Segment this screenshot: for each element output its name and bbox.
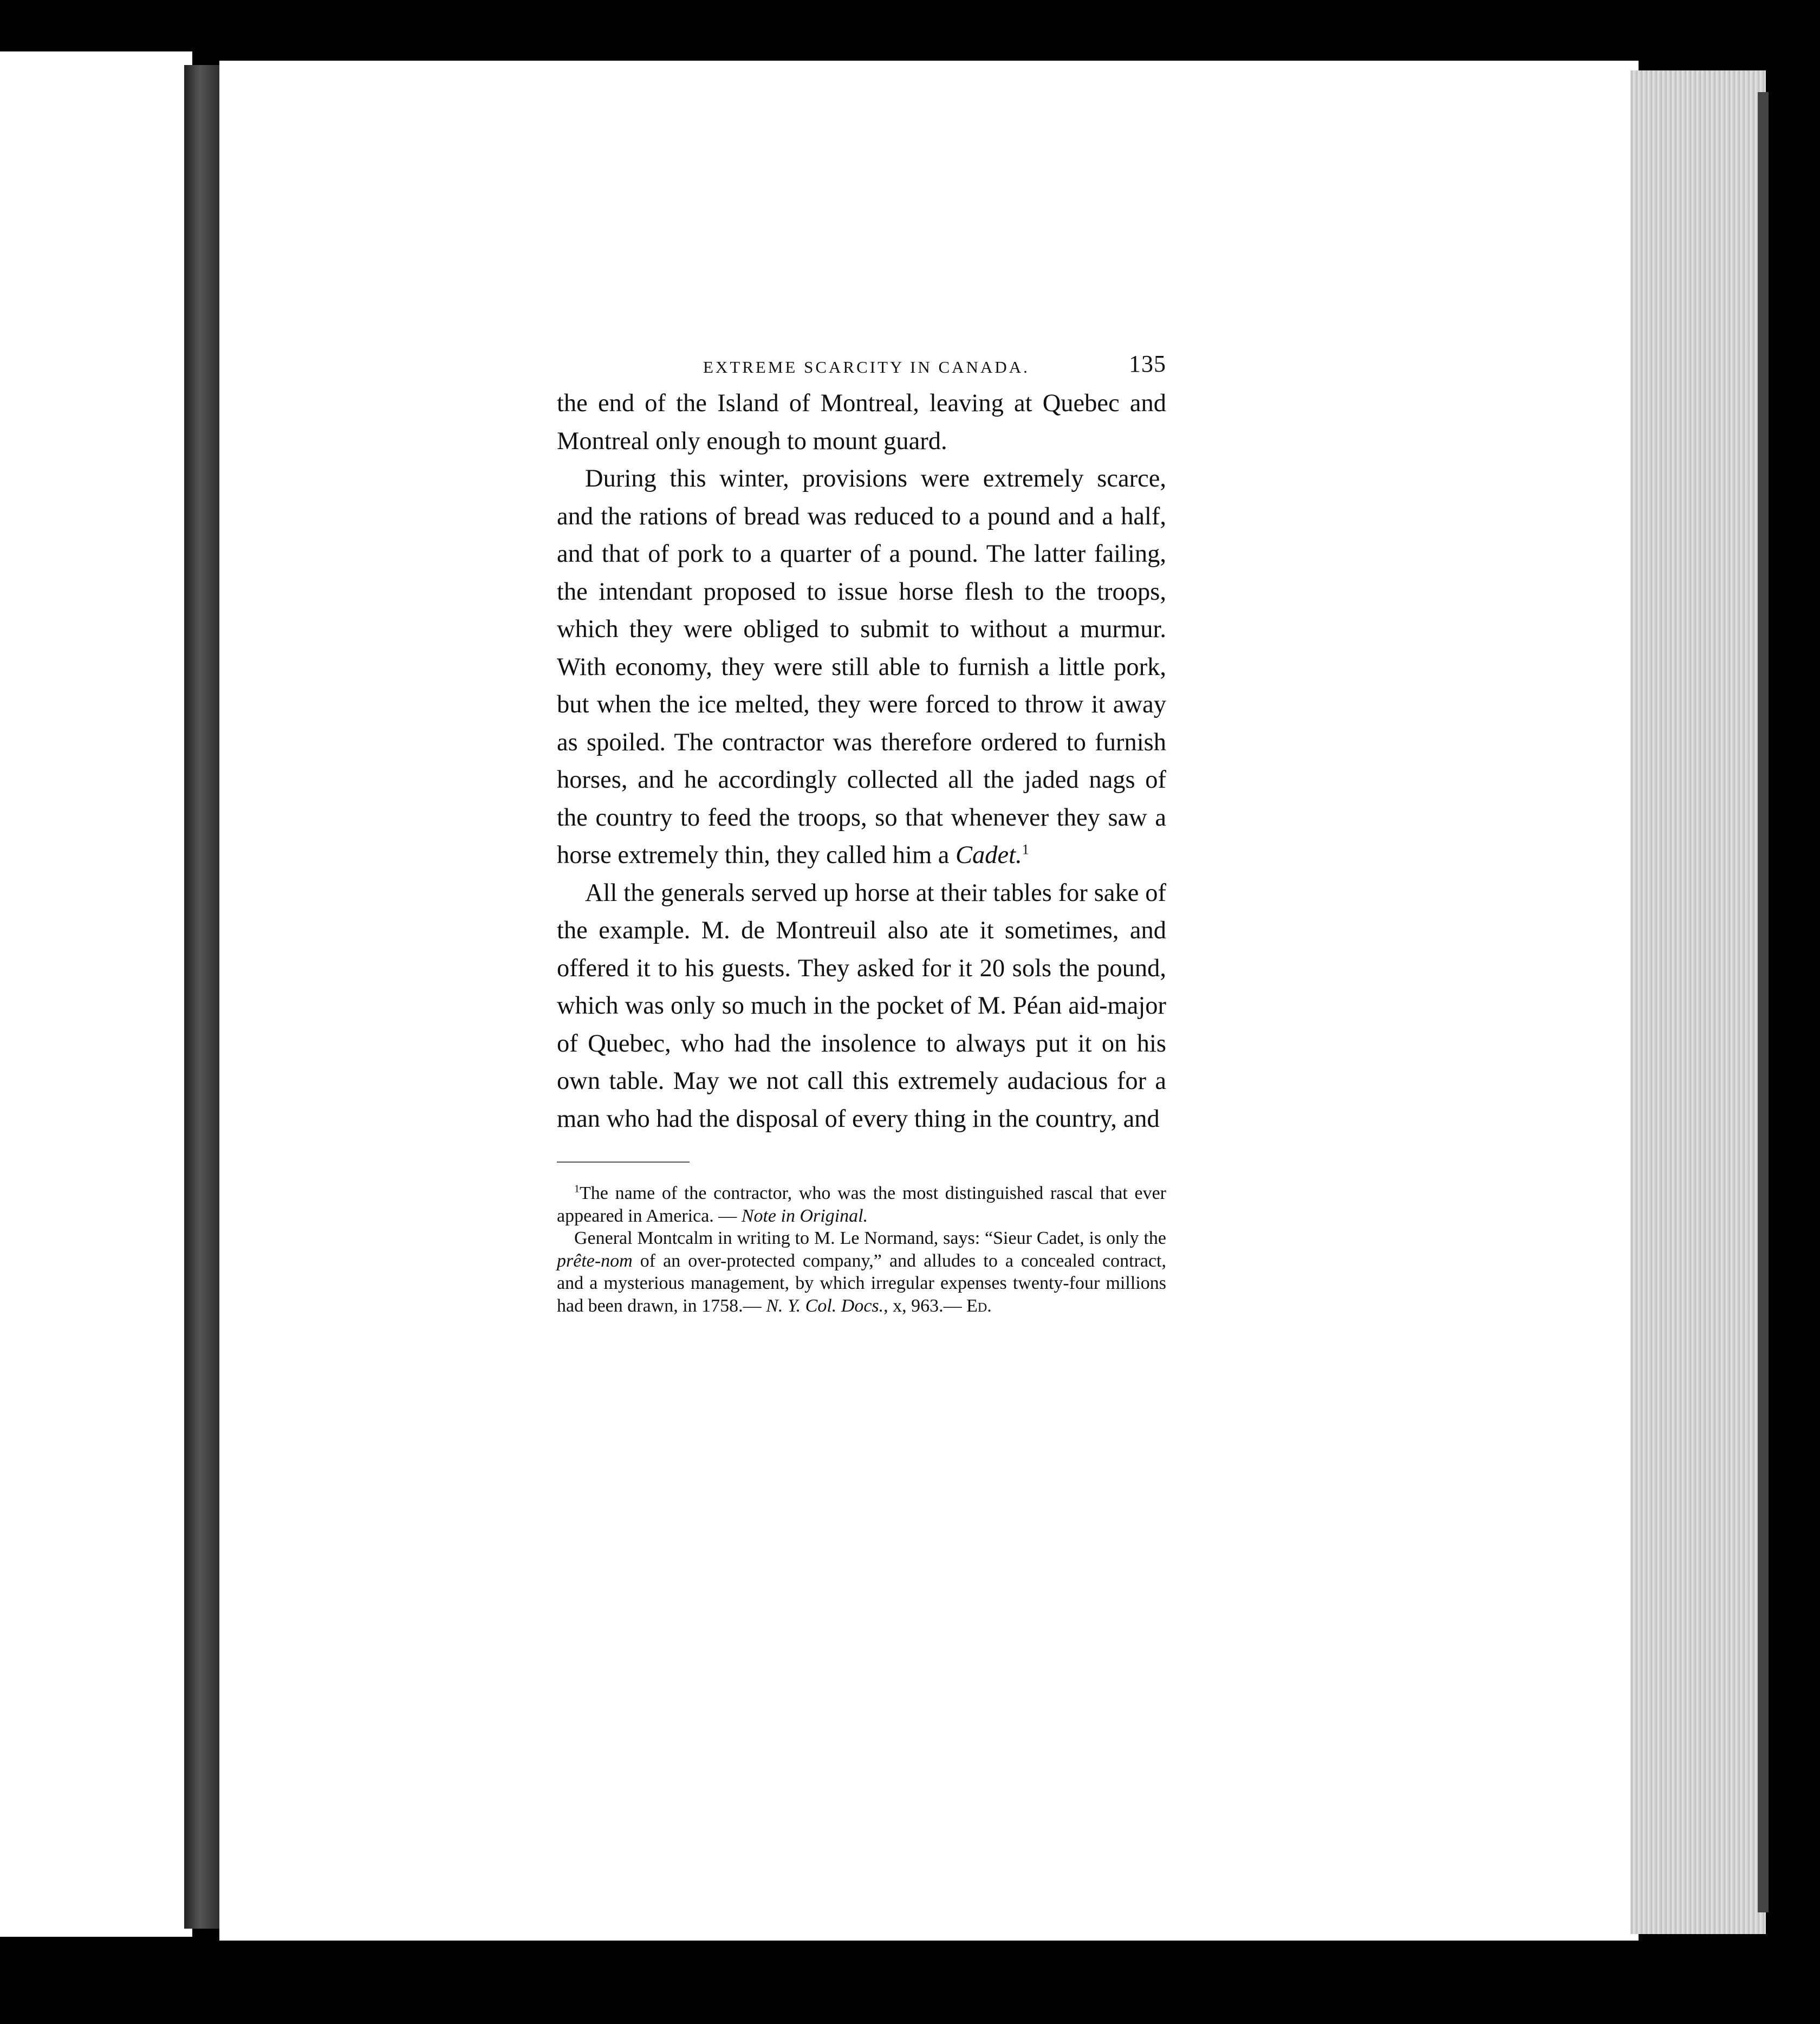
paragraph-generals: All the generals served up horse at their tables for sake of the example. M. de Montreuil also ate it sometimes, and offered it to his guests. They asked for it 20 sols the pound, which was only so much in the pocket of M. Péan aid-major of Quebec, who had the insolence to always put it on his own table. May we not call this extremely audacious for a man who had the disposal of every thing in the country, and — [557, 879, 1166, 1133]
footnote-1-mark: 1 — [574, 1183, 580, 1195]
paragraph-provisions-text: During this winter, provisions were extremely scarce, and the rations of bread was reduced to a pound and a half, and that of pork to a quarter of a pound. The latter failing, the intendant proposed to issue horse flesh to the troops, which they were obliged to submit to without a murmur. With economy, they were still able to furnish a little pork, but when the ice melted, they were forced to throw it away as spoiled. The contractor was therefore ordered to furnish horses, and he accordingly collected all the jaded nags of the country to feed the troops, so that whenever they saw a horse extremely thin, they called him a — [557, 465, 1166, 869]
page-text-block — [557, 347, 1166, 1317]
running-head — [557, 347, 1166, 385]
footnote-1 — [557, 1182, 1166, 1227]
paragraph-continued: the end of the Island of Montreal, leaving at Quebec and Montreal only enough to mount guard. — [557, 390, 1166, 455]
footnote-reference: 1 — [1022, 841, 1029, 858]
footnote-2 — [557, 1227, 1166, 1317]
previous-page-edge — [0, 51, 192, 1937]
footnote-1-text: The name of the contractor, who was the most distinguished rascal that ever appeared in America. — — [557, 1183, 1166, 1226]
running-title: EXTREME SCARCITY IN CANADA. — [703, 358, 1030, 377]
footnote-2-editor: Ed. — [966, 1295, 992, 1316]
page-stack-edge — [1630, 70, 1766, 1934]
paragraph-provisions — [557, 460, 1166, 874]
footnote-2-text-a: General Montcalm in writing to M. Le Normand, says: “Sieur Cadet, is only the — [574, 1228, 1166, 1248]
cadet-word: Cadet. — [955, 841, 1022, 869]
footnote-2-text-c: , x, 963.— — [883, 1295, 967, 1316]
footnote-1-source: Note in Original. — [741, 1205, 868, 1226]
book-gutter-shadow — [184, 65, 222, 1929]
footnote-2-prete-nom: prête-nom — [557, 1250, 633, 1271]
footnote-separator — [557, 1162, 690, 1163]
page-stack-shadow — [1758, 92, 1769, 1912]
footnote-2-text-b: of an over-protected company,” and alludes to a concealed contract, and a mysterious management, by which irregular expenses twenty-four millions had been drawn, in 1758.— — [557, 1250, 1166, 1316]
footnote-2-source: N. Y. Col. Docs. — [766, 1295, 884, 1316]
page-number: 135 — [1129, 351, 1166, 377]
